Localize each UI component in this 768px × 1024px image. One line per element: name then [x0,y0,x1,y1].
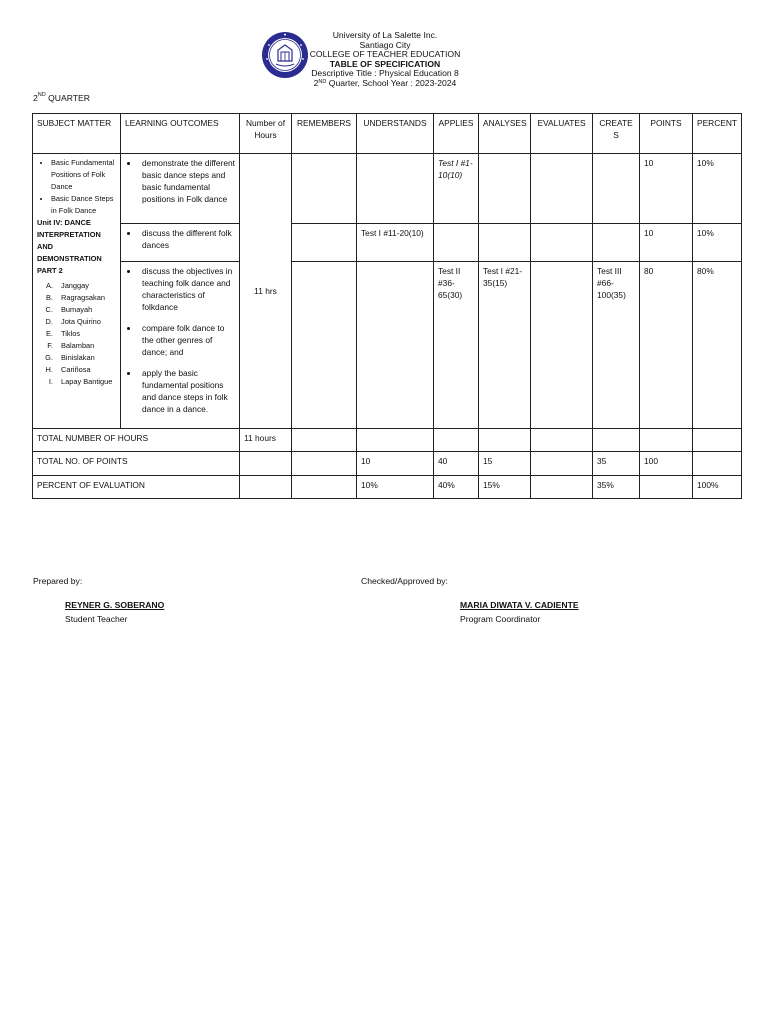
percent-cell: 80% [693,262,742,429]
header-evaluates: EVALUATES [531,114,593,154]
applies-cell: Test II #36-65(30) [434,262,479,429]
total-hours-row [33,429,742,452]
hours-cell: 11 hrs [240,154,292,429]
header-analyses: ANALYSES [479,114,531,154]
total-points: 100 [640,452,693,476]
points-cell: 80 [640,262,693,429]
percent-understands: 10% [357,476,434,499]
list-item: I. Lapay Bantigue [55,376,116,388]
total-points-row [33,452,742,476]
list-item: • apply the basic fundamental positions and dance steps in folk dance in a dance. [139,367,235,415]
specification-table [32,113,742,499]
header-applies: APPLIES [434,114,479,154]
university-name: University of La Salette Inc. [332,30,438,40]
header-points: POINTS [640,114,693,154]
total-applies: 40 [434,452,479,476]
header-subject-matter: SUBJECT MATTER [33,114,121,154]
list-item: A. Janggay [55,280,116,292]
understands-cell: Test I #11-20(10) [357,224,434,262]
checked-by-name: MARIA DIWATA V. CADIENTE [460,600,579,610]
list-item: • Basic Fundamental Positions of Folk Dance [51,157,116,193]
percent-cell: 10% [693,224,742,262]
list-item: G. Binislakan [55,352,116,364]
points-cell: 10 [640,154,693,224]
outcome-cell [121,224,240,262]
college-name: COLLEGE OF TEACHER EDUCATION [309,49,461,60]
percent-total: 100% [693,476,742,499]
list-item: B. Ragragsakan [55,292,116,304]
table-row [33,224,742,262]
document-title: TABLE OF SPECIFICATION [329,58,441,69]
header-learning-outcomes: LEARNING OUTCOMES [121,114,240,154]
total-points-label: TOTAL NO. OF POINTS [33,452,240,476]
list-item: C. Bumayah [55,304,116,316]
total-hours-value: 11 hours [240,429,292,452]
header-remembers: REMEMBERS [292,114,357,154]
dance-list [37,280,116,388]
outcome-cell [121,262,240,429]
percent-cell: 10% [693,154,742,224]
unit-title: Unit IV: DANCE INTERPRETATION AND DEMONSTRATION PART 2 [37,218,102,275]
total-hours-label: TOTAL NUMBER OF HOURS [33,429,240,452]
list-item: • demonstrate the different basic dance steps and basic fundamental positions in Folk dance [139,157,235,205]
creates-cell: Test III #66-100(35) [593,262,640,429]
checked-by-role: Program Coordinator [460,614,541,624]
subject-topic-list [37,157,116,217]
prepared-by-label: Prepared by: [33,576,83,586]
header-percent: PERCENT [693,114,742,154]
list-item: • discuss the objectives in teaching folk dance and characteristics of folkdance [139,265,235,313]
applies-cell: Test I #1-10(10) [434,154,479,224]
header-creates: CREATE S [593,114,640,154]
subject-matter-cell [33,154,121,429]
university-city: Santiago City [359,39,411,50]
list-item: H. Cariñosa [55,364,116,376]
percent-analyses: 15% [479,476,531,499]
list-item: • Basic Dance Steps in Folk Dance [51,193,116,217]
list-item: F. Balamban [55,340,116,352]
quarter-school-year: 2ND Quarter, School Year : 2023-2024 [313,77,457,88]
table-row [33,154,742,224]
list-item: E. Tiklos [55,328,116,340]
list-item: D. Jota Quirino [55,316,116,328]
analyses-cell: Test I #21-35(15) [479,262,531,429]
prepared-by-name: REYNER G. SOBERANO [65,600,165,610]
quarter-label: 2ND QUARTER [33,92,90,103]
table-row [33,262,742,429]
percent-evaluation-label: PERCENT OF EVALUATION [33,476,240,499]
header-understands: UNDERSTANDS [357,114,434,154]
percent-applies: 40% [434,476,479,499]
table-header-row [33,114,742,154]
header-number-of-hours: Number of Hours [240,114,292,154]
prepared-by-role: Student Teacher [65,614,128,624]
total-analyses: 15 [479,452,531,476]
points-cell: 10 [640,224,693,262]
descriptive-title: Descriptive Title : Physical Education 8 [311,68,459,79]
total-creates: 35 [593,452,640,476]
percent-creates: 35% [593,476,640,499]
document-header [290,31,480,89]
outcome-cell [121,154,240,224]
total-understands: 10 [357,452,434,476]
list-item: • compare folk dance to the other genres of dance; and [139,322,235,358]
list-item: • discuss the different folk dances [139,227,235,251]
percent-evaluation-row [33,476,742,499]
checked-by-label: Checked/Approved by: [361,576,448,586]
